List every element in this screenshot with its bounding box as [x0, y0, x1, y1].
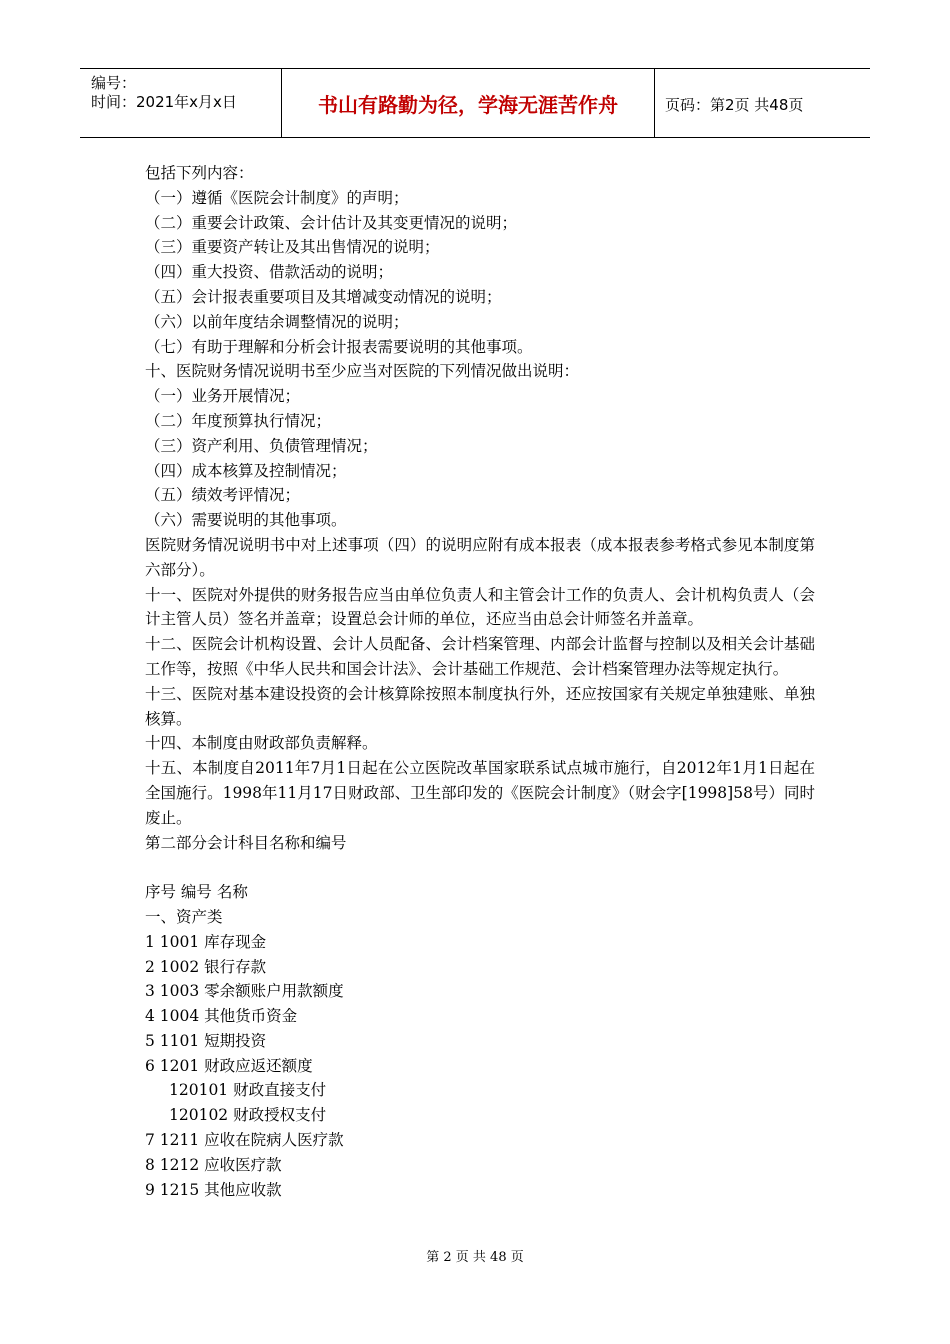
body-line: （六）以前年度结余调整情况的说明； [145, 312, 409, 331]
body-line: （四）成本核算及控制情况； [145, 461, 347, 480]
body-line: 120101 财政直接支付 [169, 1081, 327, 1100]
body-line: 7 1211 应收在院病人医疗款 [145, 1131, 344, 1150]
body-line: （三）重要资产转让及其出售情况的说明； [145, 238, 440, 257]
body-line: 8 1212 应收医疗款 [145, 1155, 282, 1174]
body-line: 十一、医院对外提供的财务报告应当由单位负责人和主管会计工作的负责人、会计机构负责人（会计主管人员）签名并盖章；设置总会计师的单位，还应当由总会计师签名并盖章。 [145, 585, 815, 629]
body-line: 十二、医院会计机构设置、会计人员配备、会计档案管理、内部会计监督与控制以及相关会计基础工作等，按照《中华人民共和国会计法》、会计基础工作规范、会计档案管理办法等规定执行。 [145, 635, 815, 678]
body-line: （五）会计报表重要项目及其增减变动情况的说明； [145, 287, 502, 306]
body-line: 包括下列内容： [145, 164, 254, 182]
body-line: 十四、本制度由财政部负责解释。 [145, 734, 378, 753]
header-page-info: 页码：第2页 共48页 [665, 96, 804, 114]
header-motto: 书山有路勤为径，学海无涯苦作舟 [318, 93, 618, 117]
body-line: 医院财务情况说明书中对上述事项（四）的说明应附有成本报表（成本报表参考格式参见本制度第六部分）。 [145, 535, 815, 579]
body-line: 6 1201 财政应返还额度 [145, 1056, 313, 1075]
body-line: 第二部分会计科目名称和编号 [145, 833, 347, 852]
body-line: （二）年度预算执行情况； [145, 411, 332, 430]
header-page-cell [655, 69, 870, 137]
body-line: （六）需要说明的其他事项。 [145, 511, 347, 530]
body-line: 2 1002 银行存款 [145, 957, 267, 976]
header-meta-cell [80, 69, 282, 137]
body-line: 9 1215 其他应收款 [145, 1180, 282, 1199]
body-line: 1 1001 库存现金 [145, 932, 267, 951]
body-line: 十三、医院对基本建设投资的会计核算除按照本制度执行外，还应按国家有关规定单独建账、单独核算。 [145, 684, 815, 728]
body-line: 一、资产类 [145, 907, 223, 926]
body-line: 序号 编号 名称 [145, 883, 248, 902]
page-footer: 第 2 页 共 48 页 [426, 1250, 524, 1265]
body-line: （三）资产利用、负债管理情况； [145, 436, 378, 455]
body-line: 十、医院财务情况说明书至少应当对医院的下列情况做出说明： [145, 362, 580, 381]
body-line: 十五、本制度自2011年7月1日起在公立医院改革国家联系试点城市施行，自2012年1月1日起在全国施行。1998年11月17日财政部、卫生部印发的《医院会计制度》（财会字[1998]58号）同时废止。 [145, 759, 815, 827]
blank-line [145, 855, 815, 880]
body-line: （七）有助于理解和分析会计报表需要说明的其他事项。 [145, 337, 533, 356]
body-line: （一）业务开展情况； [145, 387, 301, 406]
document-body [145, 161, 815, 1202]
body-line: 5 1101 短期投资 [145, 1031, 267, 1050]
body-line: 4 1004 其他货币资金 [145, 1007, 298, 1026]
body-line: （二）重要会计政策、会计估计及其变更情况的说明； [145, 213, 518, 232]
document-number-label: 编号： [91, 74, 137, 92]
body-line: （五）绩效考评情况； [145, 486, 301, 505]
header-motto-cell [282, 69, 655, 137]
document-date: 时间：2021年x月x日 [91, 93, 237, 111]
body-line: 3 1003 零余额账户用款额度 [145, 982, 344, 1001]
document-header [80, 68, 870, 138]
body-line: 120102 财政授权支付 [169, 1106, 327, 1125]
body-line: （四）重大投资、借款活动的说明； [145, 263, 394, 282]
body-line: （一）遵循《医院会计制度》的声明； [145, 188, 409, 207]
